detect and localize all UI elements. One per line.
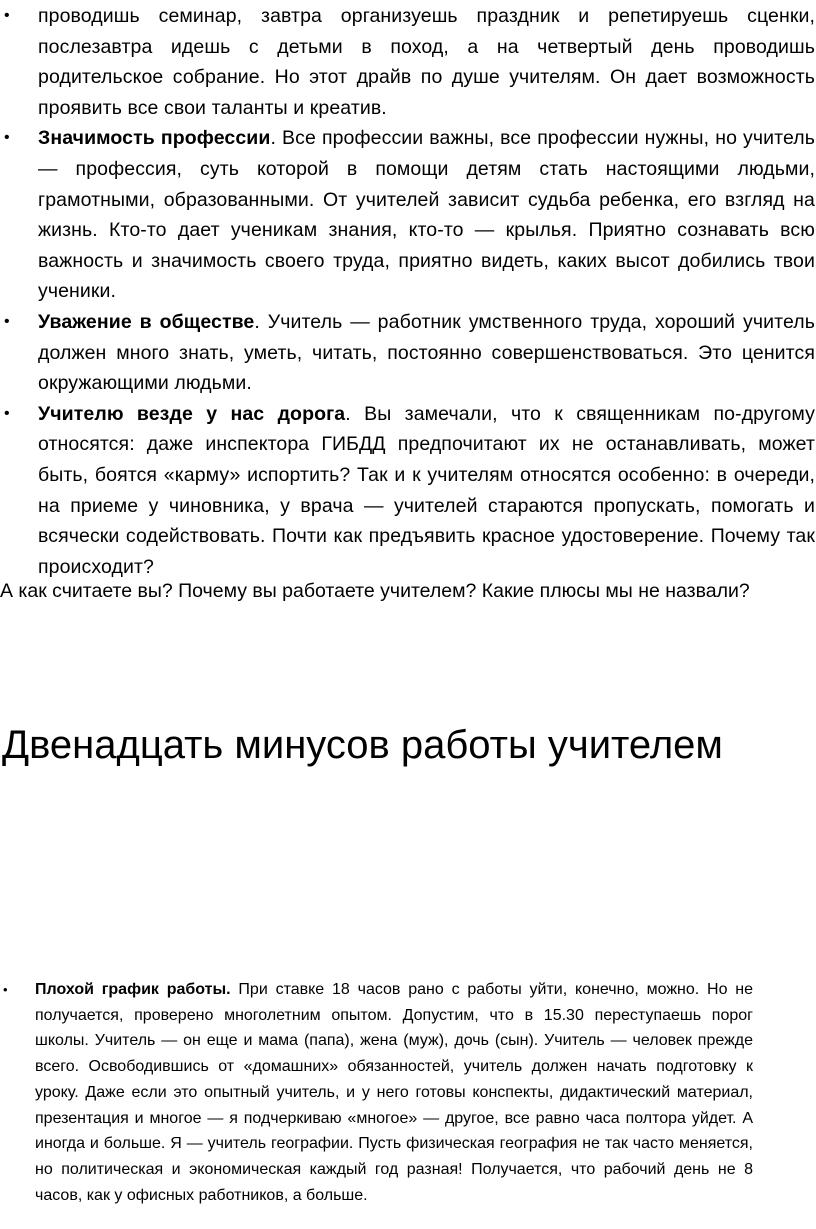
bullet-icon: • <box>4 312 10 330</box>
bullet-icon: • <box>3 982 8 997</box>
bullet-icon: • <box>4 404 10 422</box>
list-item-body: проводишь семинар, завтра организуешь праздник и репетируешь сценки, послезавтра идешь с детьми в поход, а на четвертый день проводишь родительское собрание. Но этот драйв по душе учителям. Он дает возможность проявить все свои таланты и креатив. <box>38 5 815 119</box>
bullet-icon: • <box>4 7 10 24</box>
advantages-list <box>4 1 816 582</box>
list-item-body: . Все профессии важны, все профессии нужны, но учитель — профессия, суть которой в помощи детям стать настоящими людьми, грамотными, образованными. От учителей зависит судьба ребенка, его взгляд на жизнь. Кто-то дает ученикам знания, кто-то — крылья. Приятно сознавать всю важность и значимость своего труда, приятно видеть, каких высот добились твои ученики. <box>38 127 816 303</box>
list-item-heading: Учителю везде у нас дорога <box>38 402 346 425</box>
section-title: Двенадцать минусов работы учителем <box>2 723 723 767</box>
list-item-heading: Уважение в обществе <box>38 310 255 333</box>
list-item-heading: Плохой график работы. <box>35 981 231 998</box>
list-item-text <box>38 307 815 399</box>
list-item-text <box>38 399 815 583</box>
list-item <box>3 977 754 1208</box>
list-item <box>4 123 816 307</box>
list-item-body: При ставке 18 часов рано с работы уйти, конечно, можно. Но не получается, проверено многолетним опытом. Допустим, что в 15.30 переступаешь порог школы. Учитель — он еще и мама (папа), жена (муж), дочь (сын). Учитель — человек прежде всего. Освободившись от «домашних» обязанностей, учитель должен начать подготовку к уроку. Даже если это опытный учитель, и у него готовы конспекты, дидактический материал, презентация и многое — я подчеркиваю «многое» — другое, все равно часа полтора уйдет. А иногда и больше. Я — учитель географии. Пусть физическая география не так часто меняется, но политическая и экономическая каждый год разная! Получается, что рабочий день не 8 часов, как у офисных работников, а больше. <box>35 981 754 1204</box>
list-item <box>4 307 815 399</box>
list-item-heading: Значимость профессии <box>38 127 271 150</box>
list-item-text <box>38 123 815 307</box>
disadvantages-list <box>3 977 754 1208</box>
closing-question: А как считаете вы? Почему вы работаете учителем? Какие плюсы мы не назвали? <box>0 580 750 602</box>
list-item <box>4 1 815 123</box>
list-item-body: . Учитель — работник умственного труда, хороший учитель должен много знать, уметь, читать, постоянно совершенствоваться. Это ценится окружающими людьми. <box>38 310 815 395</box>
list-item-text <box>38 1 815 123</box>
list-item <box>4 399 815 583</box>
list-item-body: . Вы замечали, что к священникам по-другому относятся: даже инспектора ГИБДД предпочитают их не останавливать, может быть, боятся «карму» испортить? Так и к учителям относятся особенно: в очереди, на приеме у чиновника, у врача — учителей стараются пропускать, помогать и всячески содействовать. Почти как предъявить красное удостоверение. Почему так происходит? <box>38 402 815 578</box>
list-item-text <box>35 977 753 1208</box>
bullet-icon: • <box>4 129 10 147</box>
